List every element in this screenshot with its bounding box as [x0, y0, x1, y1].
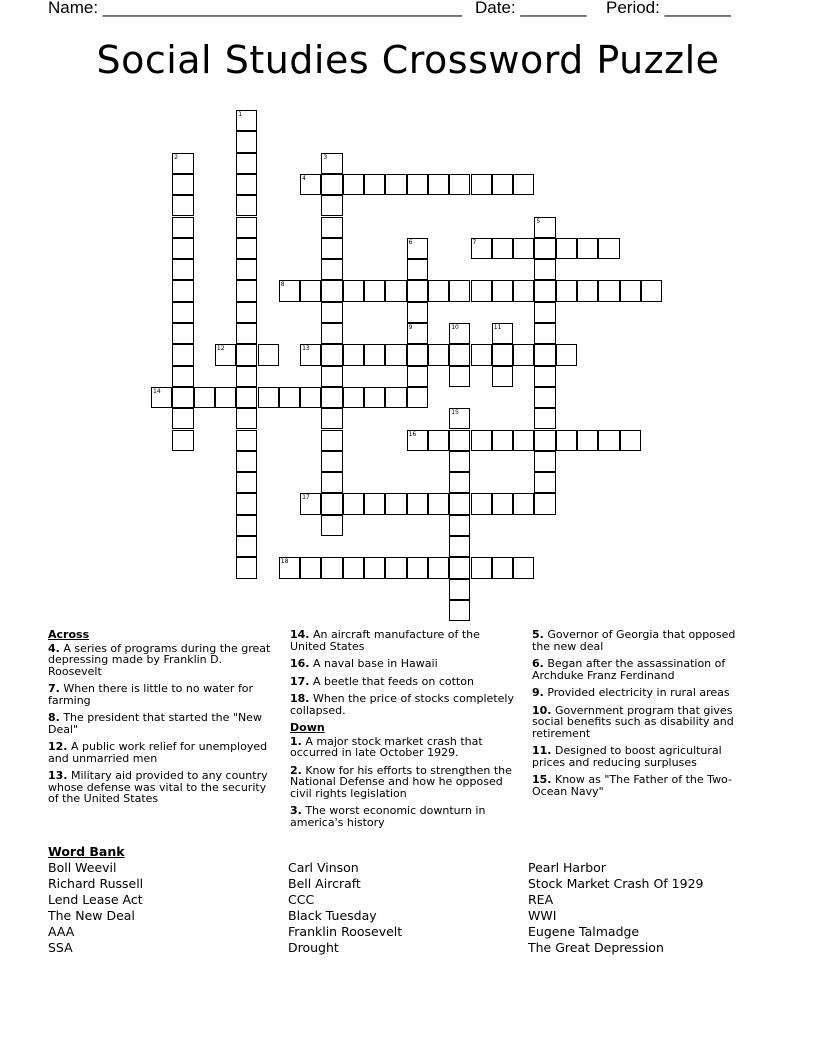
word-bank-item: Pearl Harbor: [528, 860, 606, 875]
crossword-cell[interactable]: [534, 302, 555, 323]
crossword-cell[interactable]: [364, 174, 385, 195]
crossword-cell[interactable]: [449, 493, 470, 514]
crossword-cell[interactable]: [534, 238, 555, 259]
crossword-cell[interactable]: [236, 493, 257, 514]
crossword-cell[interactable]: [172, 430, 193, 451]
crossword-cell[interactable]: [449, 579, 470, 600]
crossword-cell[interactable]: [620, 280, 641, 301]
clue-number-label: 17: [302, 494, 310, 502]
crossword-cell[interactable]: [556, 238, 577, 259]
across-heading: Across: [48, 628, 90, 641]
clues-column-2: [290, 629, 518, 834]
crossword-cell[interactable]: [321, 195, 342, 216]
crossword-cell[interactable]: [577, 280, 598, 301]
crossword-cell[interactable]: [321, 387, 342, 408]
crossword-cell[interactable]: [364, 557, 385, 578]
crossword-cell[interactable]: [534, 408, 555, 429]
crossword-cell[interactable]: [172, 366, 193, 387]
crossword-cell[interactable]: [534, 451, 555, 472]
crossword-cell[interactable]: [321, 557, 342, 578]
crossword-cell[interactable]: [300, 387, 321, 408]
clues-column-3: [532, 629, 752, 803]
crossword-cell[interactable]: [172, 238, 193, 259]
crossword-cell[interactable]: [385, 280, 406, 301]
crossword-cell[interactable]: [236, 430, 257, 451]
clue-number-label: 10: [451, 324, 459, 331]
down-heading: Down: [290, 721, 325, 734]
crossword-cell[interactable]: [321, 472, 342, 493]
clue-number-label: 12: [216, 345, 225, 353]
crossword-cell[interactable]: [407, 280, 428, 301]
clue-across-12: 12. A public work relief for unemployed and unmarried men: [48, 740, 268, 765]
crossword-cell[interactable]: [407, 344, 428, 365]
crossword-cell[interactable]: [343, 387, 364, 408]
crossword-cell[interactable]: [321, 430, 342, 451]
crossword-cell[interactable]: [492, 366, 513, 387]
clue-number-label: 6: [408, 238, 413, 246]
crossword-cell[interactable]: [534, 366, 555, 387]
crossword-cell[interactable]: [236, 153, 257, 174]
clue-down-3: 3. The worst economic downturn in america's history: [290, 804, 486, 829]
clue-across-18: 18. When the price of stocks completely collapsed.: [290, 692, 514, 717]
crossword-cell[interactable]: [492, 174, 513, 195]
word-bank-column-1: [48, 860, 143, 956]
crossword-cell[interactable]: [321, 323, 342, 344]
crossword-cell[interactable]: [449, 430, 470, 451]
clue-across-13: 13. Military aid provided to any country whose defense was vital to the security of the United States: [48, 769, 268, 805]
crossword-cell[interactable]: [258, 344, 279, 365]
crossword-cell[interactable]: [385, 557, 406, 578]
crossword-cell[interactable]: [407, 493, 428, 514]
crossword-cell[interactable]: [236, 387, 257, 408]
clue-number-label: 14: [153, 387, 161, 395]
word-bank-item: Lend Lease Act: [48, 892, 143, 907]
word-bank-item: Bell Aircraft: [288, 876, 361, 891]
crossword-cell[interactable]: [236, 238, 257, 259]
crossword-cell[interactable]: [321, 238, 342, 259]
crossword-cell[interactable]: [513, 344, 534, 365]
crossword-cell[interactable]: [534, 323, 555, 344]
clue-number-label: 8: [280, 281, 285, 289]
clue-across-8: 8. The president that started the "New Deal": [48, 711, 262, 736]
crossword-cell[interactable]: [215, 387, 236, 408]
word-bank-item: SSA: [48, 940, 73, 955]
crossword-cell[interactable]: [300, 280, 321, 301]
crossword-cell[interactable]: [385, 493, 406, 514]
crossword-cell[interactable]: [321, 174, 342, 195]
crossword-cell[interactable]: [343, 174, 364, 195]
crossword-cell[interactable]: [449, 280, 470, 301]
crossword-cell[interactable]: [236, 536, 257, 557]
crossword-cell[interactable]: [236, 515, 257, 536]
crossword-cell[interactable]: [428, 280, 449, 301]
crossword-cell[interactable]: [172, 195, 193, 216]
clue-number-label: 7: [472, 238, 477, 246]
word-bank-heading: Word Bank: [48, 844, 125, 859]
word-bank-item: The Great Depression: [528, 940, 664, 955]
crossword-cell[interactable]: [236, 302, 257, 323]
date-field-label[interactable]: Date: _______: [475, 0, 587, 17]
crossword-cell[interactable]: [364, 280, 385, 301]
crossword-cell[interactable]: [513, 493, 534, 514]
clue-down-5: 5. Governor of Georgia that opposed the new deal: [532, 628, 736, 653]
crossword-cell[interactable]: [236, 451, 257, 472]
crossword-cell[interactable]: [449, 366, 470, 387]
clue-number-label: 5: [536, 217, 541, 225]
crossword-cell[interactable]: [343, 557, 364, 578]
crossword-cell[interactable]: [321, 280, 342, 301]
crossword-cell[interactable]: [428, 557, 449, 578]
crossword-cell[interactable]: [471, 280, 492, 301]
clue-number-label: 11: [493, 324, 502, 331]
word-bank-item: Franklin Roosevelt: [288, 924, 403, 939]
crossword-cell[interactable]: [428, 430, 449, 451]
crossword-cell[interactable]: [172, 408, 193, 429]
crossword-cell[interactable]: [556, 430, 577, 451]
crossword-cell[interactable]: [492, 280, 513, 301]
crossword-cell[interactable]: [407, 259, 428, 280]
clue-across-14: 14. An aircraft manufacture of the United States: [290, 628, 480, 653]
crossword-cell[interactable]: [300, 557, 321, 578]
crossword-cell[interactable]: [641, 280, 662, 301]
crossword-cell[interactable]: [236, 174, 257, 195]
crossword-cell[interactable]: [513, 557, 534, 578]
word-bank-item: Black Tuesday: [288, 908, 377, 923]
crossword-cell[interactable]: [534, 387, 555, 408]
crossword-cell[interactable]: [172, 280, 193, 301]
word-bank-item: CCC: [288, 892, 315, 907]
crossword-cell[interactable]: [492, 430, 513, 451]
crossword-cell[interactable]: [236, 408, 257, 429]
word-bank-item: Drought: [288, 940, 339, 955]
clue-down-11: 11. Designed to boost agricultural prices and reducing surpluses: [532, 744, 722, 769]
crossword-cell[interactable]: [598, 280, 619, 301]
clue-across-16: 16. A naval base in Hawaii: [290, 657, 438, 670]
crossword-cell[interactable]: [172, 217, 193, 238]
crossword-cell[interactable]: [428, 174, 449, 195]
crossword-cell[interactable]: [471, 430, 492, 451]
crossword-cell[interactable]: [321, 366, 342, 387]
crossword-cell[interactable]: [534, 259, 555, 280]
period-field-label[interactable]: Period: _______: [606, 0, 731, 17]
crossword-cell[interactable]: [513, 280, 534, 301]
word-bank-item: REA: [528, 892, 554, 907]
crossword-cell[interactable]: [428, 344, 449, 365]
word-bank-item: Carl Vinson: [288, 860, 359, 875]
crossword-cell[interactable]: [236, 557, 257, 578]
crossword-cell[interactable]: [513, 174, 534, 195]
word-bank-item: Richard Russell: [48, 876, 144, 891]
clue-number-label: 16: [408, 430, 417, 438]
word-bank-item: Stock Market Crash Of 1929: [528, 876, 704, 891]
crossword-cell[interactable]: [492, 238, 513, 259]
crossword-cell[interactable]: [236, 323, 257, 344]
crossword-cell[interactable]: [471, 557, 492, 578]
crossword-cell[interactable]: [172, 344, 193, 365]
crossword-cell[interactable]: [492, 557, 513, 578]
crossword-cell[interactable]: [577, 430, 598, 451]
clue-down-9: 9. Provided electricity in rural areas: [532, 686, 730, 699]
name-field-label[interactable]: Name: ______________________________________: [48, 0, 463, 17]
crossword-cell[interactable]: [236, 472, 257, 493]
crossword-cell[interactable]: [321, 451, 342, 472]
crossword-cell[interactable]: [407, 387, 428, 408]
crossword-cell[interactable]: [343, 493, 364, 514]
crossword-cell[interactable]: [364, 344, 385, 365]
crossword-cell[interactable]: [534, 472, 555, 493]
crossword-cell[interactable]: [343, 280, 364, 301]
crossword-cell[interactable]: [471, 493, 492, 514]
crossword-cell[interactable]: [407, 302, 428, 323]
crossword-cell[interactable]: [236, 195, 257, 216]
clue-down-15: 15. Know as "The Father of the Two-Ocean Navy": [532, 773, 732, 798]
crossword-cell[interactable]: [258, 387, 279, 408]
crossword-cell[interactable]: [556, 280, 577, 301]
word-bank-item: Eugene Talmadge: [528, 924, 640, 939]
crossword-cell[interactable]: [385, 344, 406, 365]
word-bank-item: Boll Weevil: [48, 860, 117, 875]
crossword-cell[interactable]: [449, 515, 470, 536]
crossword-cell[interactable]: [492, 493, 513, 514]
clue-number-label: 18: [280, 558, 289, 566]
clue-across-7: 7. When there is little to no water for farming: [48, 682, 254, 707]
crossword-cell[interactable]: [321, 493, 342, 514]
crossword-cell[interactable]: [449, 600, 470, 621]
crossword-cell[interactable]: [321, 515, 342, 536]
crossword-cell[interactable]: [321, 302, 342, 323]
crossword-cell[interactable]: [172, 174, 193, 195]
crossword-cell[interactable]: [471, 344, 492, 365]
clue-down-2: 2. Know for his efforts to strengthen the National Defense and how he opposed civil rights legislation: [290, 763, 512, 800]
crossword-cell[interactable]: [236, 280, 257, 301]
crossword-cell[interactable]: [385, 174, 406, 195]
crossword-cell[interactable]: [449, 174, 470, 195]
crossword-cell[interactable]: [321, 217, 342, 238]
crossword-cell[interactable]: [172, 259, 193, 280]
crossword-cell[interactable]: [449, 472, 470, 493]
crossword-cell[interactable]: [279, 387, 300, 408]
word-bank-column-3: [528, 860, 703, 956]
crossword-cell[interactable]: [556, 344, 577, 365]
crossword-cell[interactable]: [449, 344, 470, 365]
page-title: Social Studies Crossword Puzzle: [96, 38, 720, 82]
crossword-cell[interactable]: [321, 259, 342, 280]
crossword-cell[interactable]: [172, 323, 193, 344]
crossword-cell[interactable]: [343, 344, 364, 365]
crossword-cell[interactable]: [534, 280, 555, 301]
crossword-cell[interactable]: [236, 131, 257, 152]
crossword-cell[interactable]: [513, 430, 534, 451]
crossword-cell[interactable]: [172, 387, 193, 408]
crossword-cell[interactable]: [407, 366, 428, 387]
crossword-cell[interactable]: [321, 344, 342, 365]
crossword-cell[interactable]: [236, 366, 257, 387]
clue-number-label: 13: [302, 345, 310, 353]
crossword-cell[interactable]: [321, 408, 342, 429]
crossword-cell[interactable]: [449, 536, 470, 557]
word-bank-column-2: [288, 860, 402, 956]
clue-number-label: 15: [451, 409, 459, 417]
crossword-cell[interactable]: [172, 302, 193, 323]
crossword-cell[interactable]: [428, 493, 449, 514]
crossword-cell[interactable]: [364, 493, 385, 514]
clue-number-label: 2: [174, 153, 179, 161]
crossword-cell[interactable]: [471, 174, 492, 195]
word-bank-item: WWI: [528, 908, 557, 923]
crossword-cell[interactable]: [534, 430, 555, 451]
crossword-cell[interactable]: [513, 238, 534, 259]
word-bank-item: AAA: [48, 924, 75, 939]
crossword-cell[interactable]: [385, 387, 406, 408]
crossword-cell[interactable]: [534, 344, 555, 365]
crossword-cell[interactable]: [364, 387, 385, 408]
crossword-cell[interactable]: [236, 344, 257, 365]
clue-number-label: 3: [323, 153, 328, 161]
crossword-cell[interactable]: [407, 557, 428, 578]
crossword-cell[interactable]: [620, 430, 641, 451]
clue-down-6: 6. Began after the assassination of Archduke Franz Ferdinand: [532, 657, 726, 682]
clue-across-17: 17. A beetle that feeds on cotton: [290, 674, 474, 688]
crossword-cell[interactable]: [407, 174, 428, 195]
crossword-cell[interactable]: [577, 238, 598, 259]
clue-down-10: 10. Government program that gives social benefits such as disability and retirement: [532, 703, 734, 740]
crossword-cell[interactable]: [598, 430, 619, 451]
clue-across-4: 4. A series of programs during the great depressing made by Franklin D. Roosevelt: [48, 641, 271, 678]
clue-number-label: 4: [302, 174, 306, 182]
clue-number-label: 9: [408, 324, 413, 331]
word-bank-item: The New Deal: [48, 908, 135, 923]
clue-number-label: 1: [238, 111, 243, 118]
clue-down-1: 1. A major stock market crash that occurred in late October 1929.: [290, 734, 483, 759]
crossword-cell[interactable]: [449, 451, 470, 472]
crossword-cell[interactable]: [194, 387, 215, 408]
crossword-cell[interactable]: [534, 493, 555, 514]
crossword-cell[interactable]: [492, 344, 513, 365]
crossword-cell[interactable]: [236, 259, 257, 280]
crossword-cell[interactable]: [236, 217, 257, 238]
clues-column-1: [48, 629, 276, 811]
crossword-cell[interactable]: [598, 238, 619, 259]
crossword-cell[interactable]: [449, 557, 470, 578]
